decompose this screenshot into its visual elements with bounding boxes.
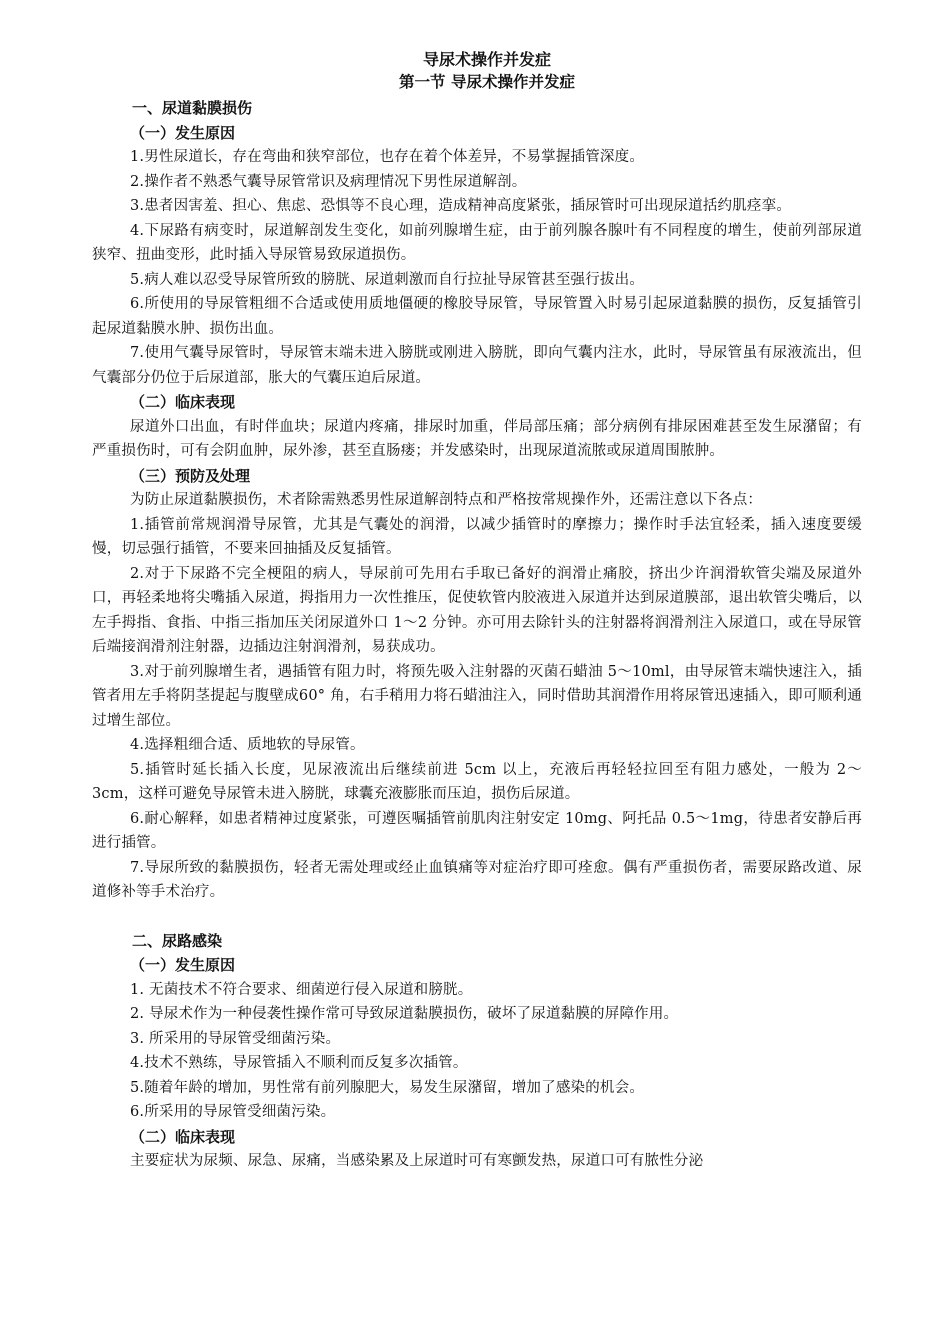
prevention-item-5: 5.插管时延长插入长度，见尿液流出后继续前进 5cm 以上，充液后再轻轻拉回至有阻力感处，一般为 2～3cm，这样可避免导尿管未进入膀胱，球囊充液膨胀而压迫，损伤后尿道。: [92, 761, 862, 802]
clinical-paragraph: 尿道外口出血，有时伴血块；尿道内疼痛，排尿时加重，伴局部压痛；部分病例有排尿困难甚至发生尿潴留；有严重损伤时，可有会阴血肿，尿外渗，甚至直肠瘘；并发感染时，出现尿道流脓或尿道周围脓肿。: [92, 418, 862, 459]
prevention-intro: 为防止尿道黏膜损伤，术者除需熟悉男性尿道解剖特点和严格按常规操作外，还需注意以下各点：: [130, 492, 763, 508]
prevention-item-4: 4.选择粗细合适、质地软的导尿管。: [130, 737, 365, 753]
prevention-item-3: 3.对于前列腺增生者，遇插管有阻力时，将预先吸入注射器的灭菌石蜡油 5～10ml，由导尿管末端快速注入，插管者用左手将阴茎提起与腹壁成60° 角，右手稍用力将石蜡油注入，同时借助其润滑作用将尿管迅速插入，即可顺利通过增生部位。: [92, 663, 862, 729]
document-body: [92, 48, 862, 1174]
cause-item-6: 6.所使用的导尿管粗细不合适或使用质地僵硬的橡胶导尿管，导尿管置入时易引起尿道黏膜的损伤，反复插管引起尿道黏膜水肿、损伤出血。: [92, 296, 862, 337]
section-subtitle: 第一节 导尿术操作并发症: [399, 73, 575, 91]
subheading-prevention: （三）预防及处理: [130, 466, 251, 485]
subheading-causes-2: （一）发生原因: [130, 956, 236, 974]
cause-item-4: 4.下尿路有病变时，尿道解剖发生变化，如前列腺增生症，由于前列腺各腺叶有不同程度的增生，使前列部尿道狭窄、扭曲变形，此时插入导尿管易致尿道损伤。: [92, 222, 862, 263]
infection-cause-item-4: 4.技术不熟练，导尿管插入不顺利而反复多次插管。: [130, 1055, 468, 1071]
cause-item-5: 5.病人难以忍受导尿管所致的膀胱、尿道刺激而自行拉扯导尿管甚至强行拔出。: [130, 271, 645, 288]
cause-item-7: 7.使用气囊导尿管时，导尿管末端未进入膀胱或刚进入膀胱，即向气囊内注水，此时，导尿管虽有尿液流出，但气囊部分仍位于后尿道部，胀大的气囊压迫后尿道。: [92, 345, 862, 386]
infection-cause-item-6: 6.所采用的导尿管受细菌污染。: [130, 1104, 336, 1120]
prevention-item-2: 2.对于下尿路不完全梗阻的病人，导尿前可先用右手取已备好的润滑止痛胶，挤出少许润滑软管尖端及尿道外口，再轻柔地将尖嘴插入尿道，拇指用力一次性推压，促使软管内胶液进入尿道并达到尿道膜部，退出软管尖嘴后，以左手拇指、食指、中指三指加压关闭尿道外口 1～2 分钟。亦可用去除针头的注射器将润滑剂注入尿道口，或在导尿管后端接润滑剂注射器，边插边注射润滑剂，易获成功。: [92, 565, 862, 655]
infection-cause-item-2: 2. 导尿术作为一种侵袭性操作常可导致尿道黏膜损伤，破坏了尿道黏膜的屏障作用。: [130, 1006, 679, 1022]
cause-item-1: 1.男性尿道长，存在弯曲和狭窄部位，也存在着个体差异，不易掌握插管深度。: [130, 149, 645, 165]
infection-clinical-paragraph: 主要症状为尿频、尿急、尿痛，当感染累及上尿道时可有寒颤发热，尿道口可有脓性分泌: [130, 1153, 704, 1169]
infection-cause-item-3: 3. 所采用的导尿管受细菌污染。: [130, 1030, 341, 1047]
subheading-clinical-2: （二）临床表现: [130, 1127, 236, 1146]
section-heading-urinary-infection: 二、尿路感染: [132, 931, 223, 950]
section-heading-urethral-injury: 一、尿道黏膜损伤: [132, 99, 253, 117]
prevention-item-6: 6.耐心解释，如患者精神过度紧张，可遵医嘱插管前肌肉注射安定 10mg、阿托品 0.5～1mg，待患者安静后再进行插管。: [92, 810, 862, 851]
infection-cause-item-5: 5.随着年龄的增加，男性常有前列腺肥大，易发生尿潴留，增加了感染的机会。: [130, 1079, 645, 1096]
infection-cause-item-1: 1. 无菌技术不符合要求、细菌逆行侵入尿道和膀胱。: [130, 981, 473, 998]
cause-item-2: 2.操作者不熟悉气囊导尿管常识及病理情况下男性尿道解剖。: [130, 173, 527, 190]
subheading-clinical: （二）临床表现: [130, 393, 236, 411]
document-title: 导尿术操作并发症: [422, 50, 551, 69]
prevention-item-7: 7.导尿所致的黏膜损伤，轻者无需处理或经止血镇痛等对症治疗即可痊愈。偶有严重损伤者，需要尿路改道、尿道修补等手术治疗。: [92, 859, 862, 900]
prevention-item-1: 1.插管前常规润滑导尿管，尤其是气囊处的润滑，以减少插管时的摩擦力；操作时手法宜轻柔，插入速度要缓慢，切忌强行插管，不要来回抽插及反复插管。: [92, 516, 862, 557]
subheading-causes: （一）发生原因: [130, 123, 236, 142]
cause-item-3: 3.患者因害羞、担心、焦虑、恐惧等不良心理，造成精神高度紧张，插尿管时可出现尿道括约肌痉挛。: [130, 198, 792, 214]
